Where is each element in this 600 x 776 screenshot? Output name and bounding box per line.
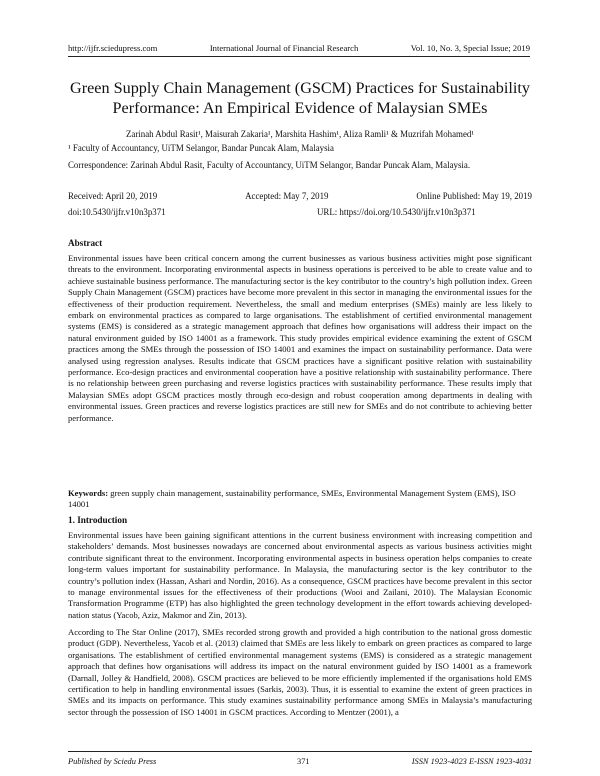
doi: doi:10.5430/ijfr.v10n3p371 — [68, 207, 166, 217]
page-footer — [68, 757, 532, 766]
abstract-heading: Abstract — [68, 238, 103, 248]
volume-info: Vol. 10, No. 3, Special Issue; 2019 — [410, 43, 530, 53]
keywords — [68, 488, 532, 511]
correspondence: Correspondence: Zarinah Abdul Rasit, Faculty of Accountancy, UiTM Selangor, Bandar Puncak Alam, Malaysia. — [68, 160, 471, 170]
abstract-text: Environmental issues have been critical concern among the current businesses as various business activities might pose significant threats to the environment. Incorporating environmental aspects in business operations is perceived to be able to create value and to achieve sustainable business performance. The manufacturing sector is the key contributor to the country’s high pollution index. Green Supply Chain Management (GSCM) practices have become more prevalent in this sector in managing the environmental issues for the effectiveness of their production requirement. Nevertheless, the small and medium enterprises (SMEs) mainly are less likely to embark on environmental practices as compared to large organisations. The establishment of certified environmental management systems (EMS) is considered as a strategic management approach that defines how organisations will address their impact on the natural environment guided by ISO 14001 as a framework. This study provides empirical evidence examining the extent of GSCM practices among the SMEs through the possession of ISO 14001 and examines the impact on sustainability performance. Data were analysed using regression analyses. Results indicate that GSCM practices have a significant positive relation with sustainability performance. Eco-design practices and environmental cooperation have a positive relationship with sustainability performance. There is no relationship between green purchasing and reverse logistics practices with sustainability performance. These results imply that Malaysian SMEs adopt GSCM practices mostly through eco-design and robust cooperation among departments in dealing with environmental issues. Green practices and reverse logistics practices are still new for SMEs and do not contribute to achieving better performance. — [68, 253, 533, 423]
journal-url[interactable]: http://ijfr.sciedupress.com — [68, 43, 158, 53]
paper-title: Green Supply Chain Management (GSCM) Practices for Sustainability Performance: An Empirical Evidence of Malaysian SMEs — [70, 79, 530, 117]
introduction-paragraph-2: According to The Star Online (2017), SMEs recorded strong growth and provided a high contribution to the national gross domestic product (GDP). Nevertheless, Yacob et al. (2013) claimed that SMEs are less likely to embark on green practices as compared to large organisations. The establishment of certified environmental management systems (EMS) is considered as a strategic management approach that defines how organisations will address its impact on the natural environment guided by ISO 14001 as a framework (Darnall, Jolley & Handfield, 2008). GSCM practices are believed to be more efficiently implemented if the organisations hold EMS certification to help in handling environmental issues (Sarkis, 2003). Thus, it is essential to examine the extent of green practices in SMEs and its impacts on performance. This study examines sustainability performance among SMEs in Malaysia’s manufacturing sector through the possession of ISO 14001 in GSCM practices. According to Mentzer (2001), a — [68, 627, 532, 717]
publisher: Published by Sciedu Press — [68, 757, 157, 766]
keywords-label: Keywords: — [68, 488, 109, 498]
accepted-date: Accepted: May 7, 2019 — [245, 191, 329, 201]
published-date: Online Published: May 19, 2019 — [416, 191, 532, 201]
keywords-text: green supply chain management, sustainability performance, SMEs, Environmental Management System (EMS), ISO 14001 — [68, 488, 516, 510]
received-date: Received: April 20, 2019 — [68, 191, 158, 201]
doi-url[interactable]: URL: https://doi.org/10.5430/ijfr.v10n3p371 — [317, 207, 476, 217]
affiliation: ¹ Faculty of Accountancy, UiTM Selangor, Bandar Puncak Alam, Malaysia — [68, 143, 334, 153]
journal-name: International Journal of Financial Research — [209, 43, 359, 53]
introduction-heading: 1. Introduction — [68, 515, 128, 525]
doi-line — [68, 207, 532, 217]
footer-rule — [68, 751, 532, 752]
issn: ISSN 1923-4023 E-ISSN 1923-4031 — [411, 757, 532, 766]
introduction-paragraph-1: Environmental issues have been gaining significant attentions in the current business environment with increasing competition and stakeholders’ demands. Most businesses nowadays are concerned about environmental aspects as various business activities might contribute significant threat to the environment. Incorporating environmental aspects in business operation helps companies to create long-term values important for sustainability performance. In Malaysia, the manufacturing sector is the key contributor to the country’s pollution index (Hassan, Ashari and Nordin, 2016). As a consequence, GSCM practices have become prevalent in this sector to manage environmental issues for the effectiveness of their productions (Wooi and Zailani, 2010). The Malaysian Economic Transformation Programme (ETP) has also highlighted the green technology development in the effort towards achieving developed-nation status (Yacob, Aziz, Makmor and Zin, 2013). — [68, 530, 532, 620]
page-number: 371 — [297, 757, 310, 766]
author-list: Zarinah Abdul Rasit¹, Maisurah Zakaria¹, Marshita Hashim¹, Aliza Ramli¹ & Muzrifah Mohamed¹ — [125, 129, 474, 139]
publication-dates — [68, 191, 532, 201]
header-rule — [68, 56, 530, 57]
running-header — [68, 43, 530, 53]
